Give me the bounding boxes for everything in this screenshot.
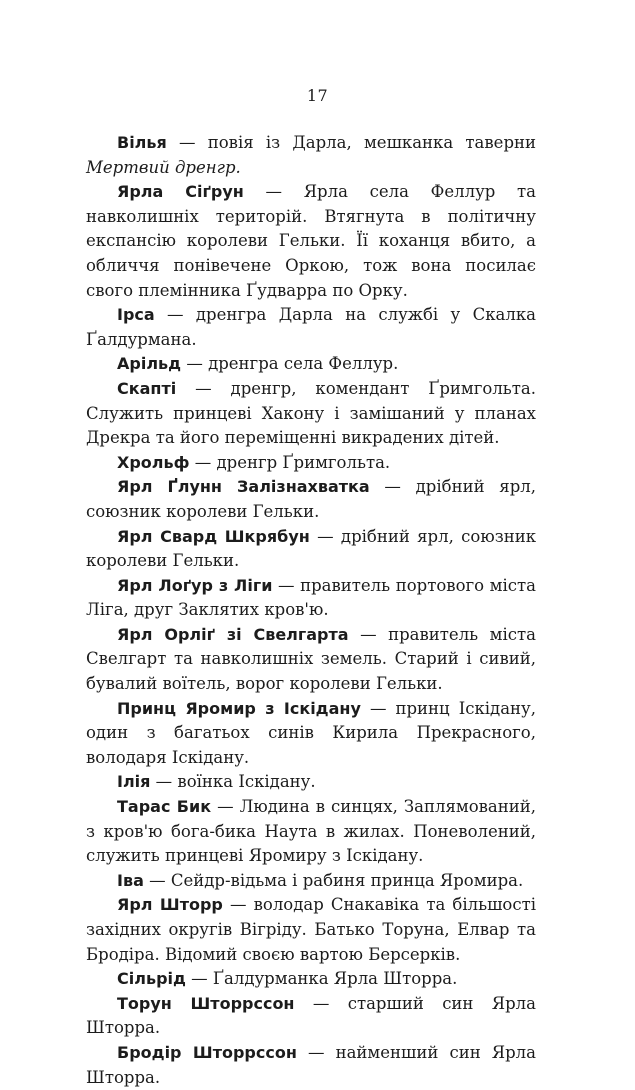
page-number: 17	[306, 86, 329, 105]
character-description: — повія із Дарла, мешканка таверни	[166, 133, 536, 152]
character-description: — найменший син Ярла Шторра.	[86, 1042, 536, 1087]
character-description: — дрібний ярл, союзник королеви Гельки.	[86, 477, 536, 521]
character-name: Торун Шторрссон	[117, 993, 295, 1013]
character-description: — дренгр, комендант Ґримгольта. Служить принцеві Хакону і замішаний у планах Дрекра та його переміщенні викрадених дітей.	[86, 378, 536, 448]
character-description: — дренгра Дарла на службі у Скалка Ґалдурмана.	[86, 305, 536, 349]
character-description: — правитель міста Свелгарт та навколишніх земель. Старий і сивий, бувалий воїтель, ворог королеви Гельки.	[86, 624, 536, 694]
character-description: — принц Іскідану, один з багатьох синів Кирила Прекрасного, володаря Іскідану.	[86, 698, 536, 767]
character-entry-silrid	[86, 967, 536, 992]
character-name: Тарас Бик	[117, 797, 212, 817]
character-name: Ярла Сіґрун	[117, 182, 244, 202]
character-entry-iva	[86, 869, 536, 894]
character-name: Скапті	[117, 378, 177, 398]
character-description: — Ґалдурманка Ярла Шторра.	[185, 969, 458, 989]
character-name: Ілія	[117, 772, 151, 792]
character-name: Принц Яромир з Іскідану	[117, 698, 361, 718]
character-description: — Сейдр-відьма і рабиня принца Яромира.	[143, 870, 524, 890]
character-entry-brodir	[86, 1041, 536, 1090]
character-entry-logur	[86, 574, 536, 623]
character-name: Вілья	[117, 133, 167, 152]
character-description: — дренгра села Феллур.	[181, 354, 399, 374]
character-entry-sigrun	[86, 180, 536, 303]
character-entry-skapti	[86, 377, 536, 451]
character-entry-storr	[86, 893, 536, 967]
character-entry-taras	[86, 795, 536, 869]
character-entry-svard	[86, 525, 536, 574]
character-entry-vilya	[86, 131, 536, 180]
character-name: Ярл Лоґур з Ліги	[117, 575, 273, 595]
character-description: — Людина в синцях, Заплямований, з кров'ю бога-бика Наута в жилах. Поневолений, служить принцеві Яромиру з Іскідану.	[86, 797, 536, 866]
character-entry-irsa	[86, 303, 536, 352]
character-description: — старший син Ярла Шторра.	[86, 993, 536, 1038]
character-name: Ярл Ґлунн Залізнахватка	[117, 477, 370, 497]
character-description: — воїнка Іскідану.	[150, 772, 316, 792]
character-description: — дренгр Ґримгольта.	[189, 452, 391, 472]
character-name: Ярл Орліґ зі Свелгарта	[117, 624, 349, 644]
character-description: — володар Снакавіка та більшості західних округів Вігріду. Батько Торуна, Елвар та Бродіра. Відомий своєю вартою Берсерків.	[86, 895, 537, 964]
character-name: Бродір Шторрссон	[117, 1042, 297, 1062]
character-description: — Ярла села Феллур та навколишніх територій. Втягнута в політичну експансію королеви Гельки. Її коханця вбито, а обличчя понівечене Оркою, тож вона посилає свого племінника Ґудварра по Орку.	[86, 182, 536, 300]
character-entry-yaromyr	[86, 697, 536, 771]
tavern-name: Мертвий дренгр.	[86, 157, 241, 177]
character-entry-iliya	[86, 770, 536, 795]
character-name: Сільрід	[117, 969, 186, 989]
character-list	[86, 131, 536, 1090]
character-entry-hrolf	[86, 451, 536, 476]
character-name: Ірса	[117, 305, 155, 325]
character-entry-torun	[86, 992, 536, 1041]
character-entry-orlig	[86, 623, 536, 697]
character-entry-glunn	[86, 475, 536, 524]
character-description: — правитель портового міста Ліга, друг Заклятих кров'ю.	[86, 575, 536, 620]
character-name: Ярл Свард Шкрябун	[117, 526, 310, 546]
character-name: Хрольф	[117, 452, 190, 472]
character-name: Іва	[117, 870, 144, 890]
character-entry-arild	[86, 352, 536, 377]
character-name: Ярл Шторр	[117, 895, 223, 915]
character-name: Арільд	[117, 354, 182, 374]
character-description: — дрібний ярл, союзник королеви Гельки.	[86, 526, 537, 571]
